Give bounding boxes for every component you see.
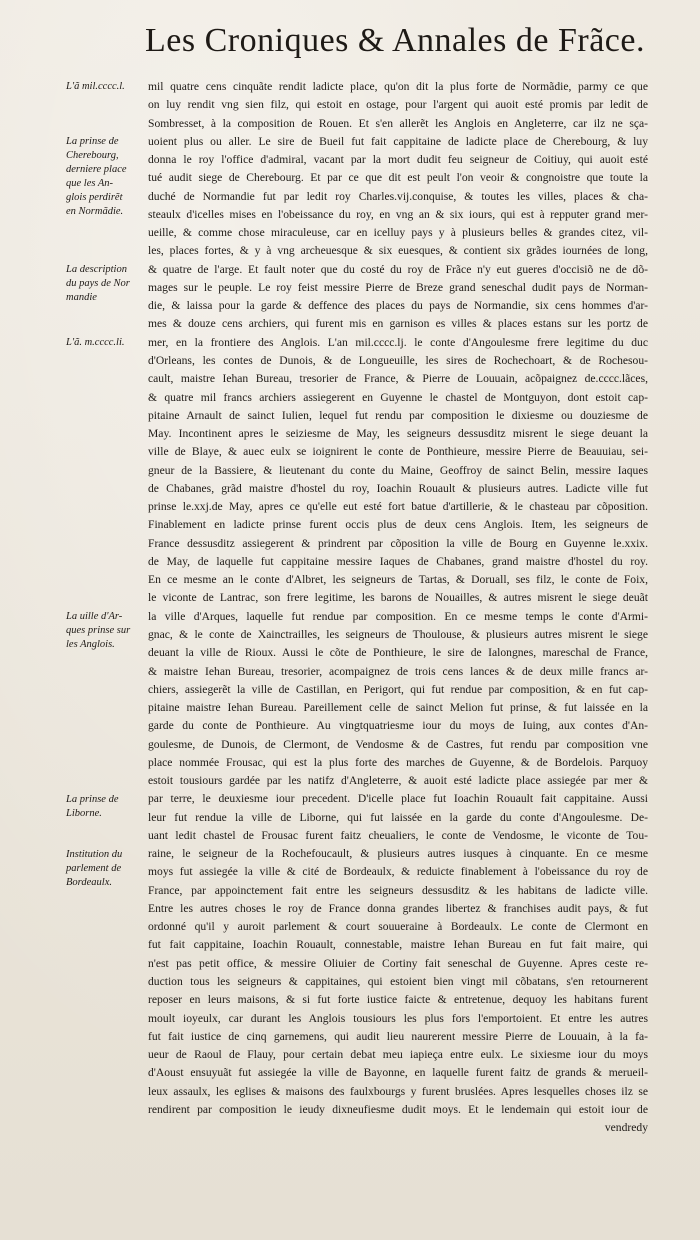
text-line: mages sur le peuple. Le roy feist messire Pierre de Breze grand seneschal dudit pays de Norman- [148, 280, 648, 294]
text-line: estoit tousiours gardée par les natifz d'Angleterre, & auoit esté ladicte place assiegée par mer & [148, 774, 648, 788]
margin-note-line: glois perdirẽt [66, 191, 123, 203]
text-line: fut fait cappitaine, Ioachin Rouault, connestable, maistre Iehan Bureau en fut fait maire, qui [148, 938, 648, 952]
text-line: pitaine maistre Iehan Bureau. Pareillement celle de sainct Melion fut prinse, & fut laissée en la [148, 701, 648, 715]
text-line: goulesme, de Dunois, de Clermont, de Vendosme & de Castres, fut rendu par composition vne [148, 737, 648, 751]
margin-note [66, 793, 146, 821]
text-line: donna le roy l'office d'admiral, vacant par la mort dudit feu seigneur de Coitiuy, qui auoit esté [148, 153, 648, 167]
margin-note-line: La prinse de [66, 793, 119, 805]
text-line: Finablement en ladicte prinse furent occis plus de deux cens Anglois. Item, les seigneurs de [148, 518, 648, 532]
text-line: mil quatre cens cinquãte rendit ladicte place, qu'on dit la plus forte de Normãdie, parmy ce que [148, 80, 648, 93]
margin-note-line: parlement de [66, 862, 122, 874]
text-line: prinse le.xxj.de May, apres ce qu'elle eut esté fort batue d'artillerie, & le chasteau par cõposition. [148, 500, 648, 514]
text-line: le viconte de Lantrac, son frere legitime, les barons de Nouailles, & autres misrent le siege deuãt [148, 591, 648, 605]
margin-note-line: L'ã mil.cccc.l. [66, 81, 125, 92]
margin-note-line: Bordeaulx. [66, 876, 112, 888]
margin-note-line: derniere place [66, 163, 127, 175]
text-line: rendirent par composition le ieudy dixneufiesme dudit moys. Et le lendemain qui estoit iour de [148, 1102, 648, 1116]
text-line: pitaine Arnault de sainct Iulien, lequel fut rendu par composition le dixiesme ou douziesme de [148, 408, 648, 422]
text-line: de Chabanes, grãd maistre d'hostel du roy, Ioachin Rouault & plusieurs autres. Ladicte ville fut [148, 481, 648, 495]
text-line: reposer en leurs maisons, & si fut forte iustice faicte & entretenue, dequoy les habitans furent [148, 993, 648, 1007]
text-line: France dessusditz assiegerent & prindrent par cõposition la ville de Bourg en Guyenne le.xxix. [148, 536, 648, 550]
margin-note-line: La uille d'Ar- [66, 611, 123, 623]
text-line: uant ledit chastel de Frousac furent faitz cheualiers, le conte de Vendosme, le viconte de Tou- [148, 828, 648, 842]
text-line: duction tous les seigneurs & cappitaines, qui estoient bien vingt mil cõbatans, s'en retournerent [148, 975, 648, 989]
text-line: & maistre Iehan Bureau, tresorier, acompaignez de trois cens lances & de deux mille francs ar- [148, 664, 648, 678]
text-line: tué audit siege de Cherebourg. Et par ce que dit est peult l'on veoir & congnoistre que toute la [148, 171, 648, 185]
text-line: moys fut assiegée la ville & cité de Bordeaulx, & reduicte finablement à l'obeissance du roy de [148, 865, 648, 879]
text-line: mer, en la frontiere des Anglois. L'an mil.cccc.lj. le conte d'Angoulesme frere legitime du duc [148, 335, 648, 349]
text-line: mes & douze cens archiers, qui furent mis en garnison es villes & places estans sur les portz de [148, 317, 648, 331]
text-line: deuant la ville de Rioux. Aussi le cõte de Ponthieure, le sire de Ialongnes, mareschal de France, [148, 646, 648, 660]
margin-note-line: Institution du [66, 848, 123, 860]
margin-note-line: en Normãdie. [66, 205, 124, 217]
margin-note-line: que les An- [66, 177, 114, 189]
text-line: & quatre de l'arge. Et fault noter que du costé du roy de Frãce n'y eut gueres d'occisiõ ne de dõ- [148, 262, 648, 276]
running-header [0, 22, 700, 67]
text-line: fut fait iustice de cinq garnemens, qui audit lieu naurerent messire Pierre de Louuain, à la fa- [148, 1029, 648, 1043]
text-line: les, places fortes, & y à vng archeuesque & six euesques, & contient six grãdes iournées de long, [148, 244, 648, 258]
margin-note-line: ques prinse sur [66, 625, 131, 637]
margin-note-line: La prinse de [66, 135, 119, 147]
margin-note-line: L'ã. m.cccc.li. [66, 336, 125, 348]
text-line: Sombresset, à la composition de Rouen. Et s'en allerẽt les Anglois en Angleterre, car ilz ne sça- [148, 116, 648, 130]
margin-note-line: Cherebourg, [66, 149, 119, 161]
margin-note [66, 336, 146, 350]
text-line: gneur de la Bassiere, & lieutenant du conte du Maine, Geoffroy de sainct Belin, messire Iaques [148, 463, 648, 477]
margin-note-line: mandie [66, 291, 97, 303]
text-line: raine, le seigneur de la Rochefoucault, & plusieurs autres iusques à cinquante. En ce mesme [148, 847, 648, 861]
text-line: chiers, assiegerẽt la ville de Castillan, en Perigort, qui fut rendue par composition, & en fut cap- [148, 682, 648, 696]
text-line: de May, de laquelle fut cappitaine messire Iaques de Chabanes, grand maistre d'hostel du roy. [148, 554, 648, 568]
text-line: steaulx d'icelles mises en l'obeissance du roy, en vng an & six iours, qui est à repputer grand mer- [148, 207, 648, 221]
body-text [148, 78, 648, 1137]
margin-note [66, 80, 146, 94]
text-line: gnac, & le conte de Xainctrailles, les seigneurs de Thoulouse, & plusieurs autres misrent le siege [148, 627, 648, 641]
margin-note-line: les Anglois. [66, 639, 115, 651]
text-line: par terre, le deuxiesme iour precedent. D'icelle place fut Ioachin Rouault fait cappitaine. Aussi [148, 792, 648, 806]
text-line: cault, maistre Iehan Bureau, tresorier de France, & Pierre de Louuain, acõpaignez de.cccc.lãces, [148, 372, 648, 386]
text-line: ueur de Raoul de Flauy, pour certain debat meu iapieça entre eulx. Le sixiesme iour du moys [148, 1048, 648, 1062]
text-line: leux assaulx, les eglises & maisons des faulxbourgs y furent bruslées. Apres lesquelles choses ilz se [148, 1084, 648, 1098]
text-line: leur fut rendue la ville de Liborne, qui fut laissée en la garde du conte d'Angoulesme. De- [148, 810, 648, 824]
text-line: die, & laissa pour la garde & deffence des places du pays de Normandie, six cens hommes d'ar- [148, 299, 648, 313]
text-line: May. Incontinent apres le seiziesme de May, les seigneurs dessusditz misrent le siege deuant la [148, 427, 648, 441]
margin-note [66, 135, 146, 219]
text-line: & quatre mil francs archiers assiegerent en Guyenne le chastel de Montguyon, dont estoit cap- [148, 390, 648, 404]
text-line: En ce mesme an le conte d'Albret, les seigneurs de Tartas, & Doruall, ses filz, le conte de Foix, [148, 573, 648, 587]
text-line: ville de Blaye, & auec eulx se ioignirent le conte de Ponthieure, messire Pierre de Beauuiau, sei- [148, 445, 648, 459]
text-line: France, par appoinctement fait entre les seigneurs dessusditz & les habitans de ladicte ville. [148, 883, 648, 897]
margin-note [66, 848, 146, 890]
text-line: n'est pas petit office, & messire Oliuier de Cortiny fait seneschal de Guyenne. Apres ceste re- [148, 956, 648, 970]
text-line: Entre les autres choses le roy de France donna grandes libertez & franchises audit pays, & fut [148, 901, 648, 915]
catchword: vendredy [604, 1121, 648, 1135]
text-line: la ville d'Arques, laquelle fut rendue par composition. En ce mesme temps le conte d'Armi- [148, 609, 648, 623]
text-line: on luy rendit vng sien filz, qui estoit en ostage, pour l'argent qui auoit esté promis par ledit de [148, 98, 648, 112]
margin-note-line: du pays de Nor [66, 277, 130, 289]
margin-note [66, 263, 146, 305]
text-line: d'Aoust ensuyuãt fut assiegée la ville de Bayonne, en laquelle furent faitz de grands & merueil- [148, 1066, 648, 1080]
text-line: place nommée Frousac, qui est la plus forte des marches de Guyenne, & de Bordelois. Parquoy [148, 755, 648, 769]
text-line: moult ioyeulx, car durant les Anglois tousiours les plus fors l'emportoient. Et entre les autres [148, 1011, 648, 1025]
margin-note [66, 610, 146, 652]
text-line: uoient plus ou aller. Le sire de Bueil fut fait cappitaine de ladicte place de Cherebourg, & luy [148, 134, 648, 148]
margin-note-line: La description [66, 263, 127, 275]
text-line: ordonné qu'il y auroit parlement & court souueraine à Bordeaulx. Le conte de Clermont en [148, 920, 648, 934]
margin-note-line: Liborne. [66, 807, 102, 819]
page-title: Les Croniques & Annales de Frãce. [145, 22, 645, 59]
text-line: ueille, & comme chose miraculeuse, car en icelluy pays y à plusieurs belles & grandes citez, vil- [148, 226, 648, 240]
text-line: d'Orleans, les contes de Dunois, & de Longueuille, les sires de Rochechoart, & de Rochesou- [148, 353, 648, 367]
text-line: duché de Normandie fut par ledit roy Charles.vij.conquise, & toutes les villes, places & cha- [148, 189, 648, 203]
text-line: garde du conte de Ponthieure. Au vingtquatriesme iour du moys de Iuing, aux contes d'An- [148, 719, 648, 733]
